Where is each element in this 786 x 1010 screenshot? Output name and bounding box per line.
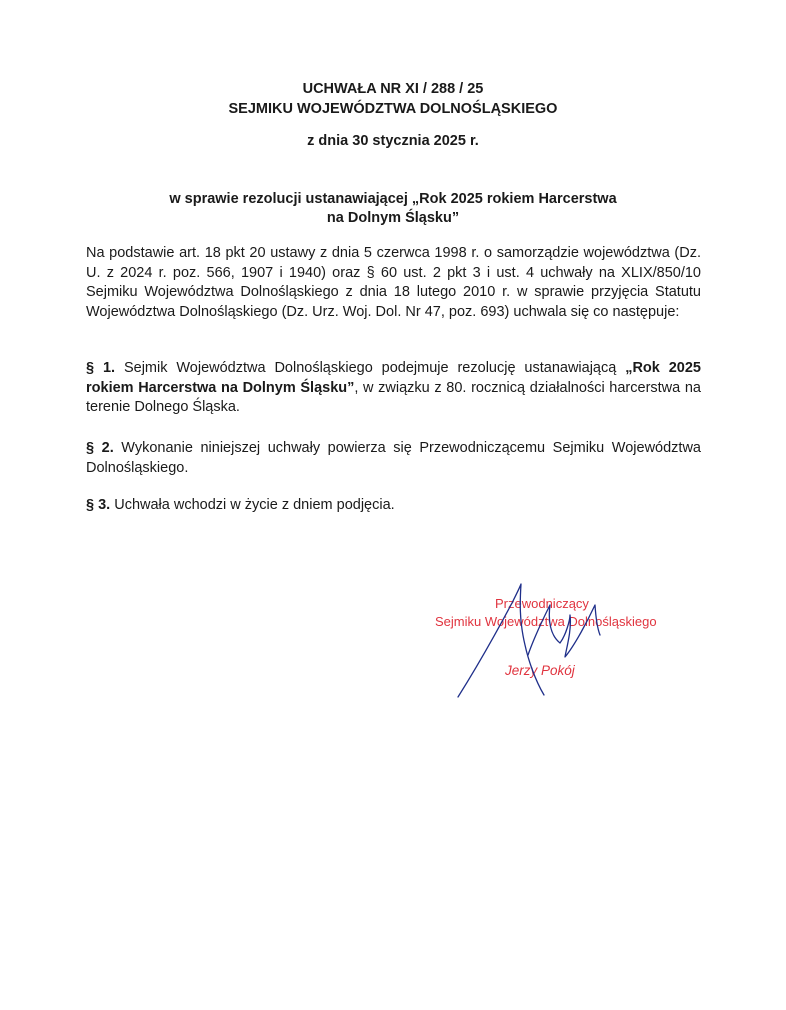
subject-line-1: w sprawie rezolucji ustanawiającej „Rok 2025 rokiem Harcerstwa [169, 191, 617, 207]
section-3-text: Uchwała wchodzi w życie z dniem podjęcia. [110, 497, 395, 513]
section-3-marker: § 3. [86, 497, 111, 513]
section-1 [86, 359, 701, 418]
legal-basis-paragraph: Na podstawie art. 18 pkt 20 ustawy z dnia 5 czerwca 1998 r. o samorządzie województwa (Dz. U. z 2024 r. poz. 566, 1907 i 1940) oraz § 60 ust. 2 pkt 3 i ust. 4 uchwały na XLIX/850/10 Sejmiku Województwa Dolnośląskiego z dnia 18 lutego 2010 r. w sprawie przyjęcia Statutu Województwa Dolnośląskiego (Dz. Urz. Woj. Dol. Nr 47, poz. 693) uchwala się co następuje: [86, 245, 701, 320]
section-1-marker: § 1. [86, 360, 116, 376]
signatory-title-line-1: Przewodniczący [495, 596, 589, 611]
section-2-text: Wykonanie niniejszej uchwały powierza się Przewodniczącemu Sejmiku Województwa Dolnośląskiego. [86, 440, 701, 476]
signatory-title-line-2: Sejmiku Województwa Dolnośląskiego [435, 614, 657, 629]
section-2-marker: § 2. [86, 440, 114, 456]
signature-block [420, 575, 680, 715]
resolution-date: z dnia 30 stycznia 2025 r. [307, 133, 479, 149]
issuing-body: SEJMIKU WOJEWÓDZTWA DOLNOŚLĄSKIEGO [228, 101, 558, 117]
signature-stroke-1 [458, 584, 544, 697]
section-2 [86, 439, 701, 478]
section-1-text-after: , w związku z 80. rocznicą działalności harcerstwa na terenie Dolnego Śląska. [86, 379, 701, 415]
section-1-text-before: Sejmik Województwa Dolnośląskiego podejmuje rezolucję ustanawiającą [115, 360, 626, 376]
signatory-name: Jerzy Pokój [505, 663, 575, 678]
resolution-number: UCHWAŁA NR XI / 288 / 25 [302, 81, 484, 97]
subject-line-2: na Dolnym Śląsku” [326, 210, 460, 226]
handwritten-signature [420, 575, 680, 715]
section-3 [86, 496, 701, 516]
section-1-bold-phrase: „Rok 2025 rokiem Harcerstwa na Dolnym Śląsku” [86, 360, 701, 396]
signature-stroke-2 [528, 605, 600, 657]
resolution-subject [0, 190, 786, 228]
